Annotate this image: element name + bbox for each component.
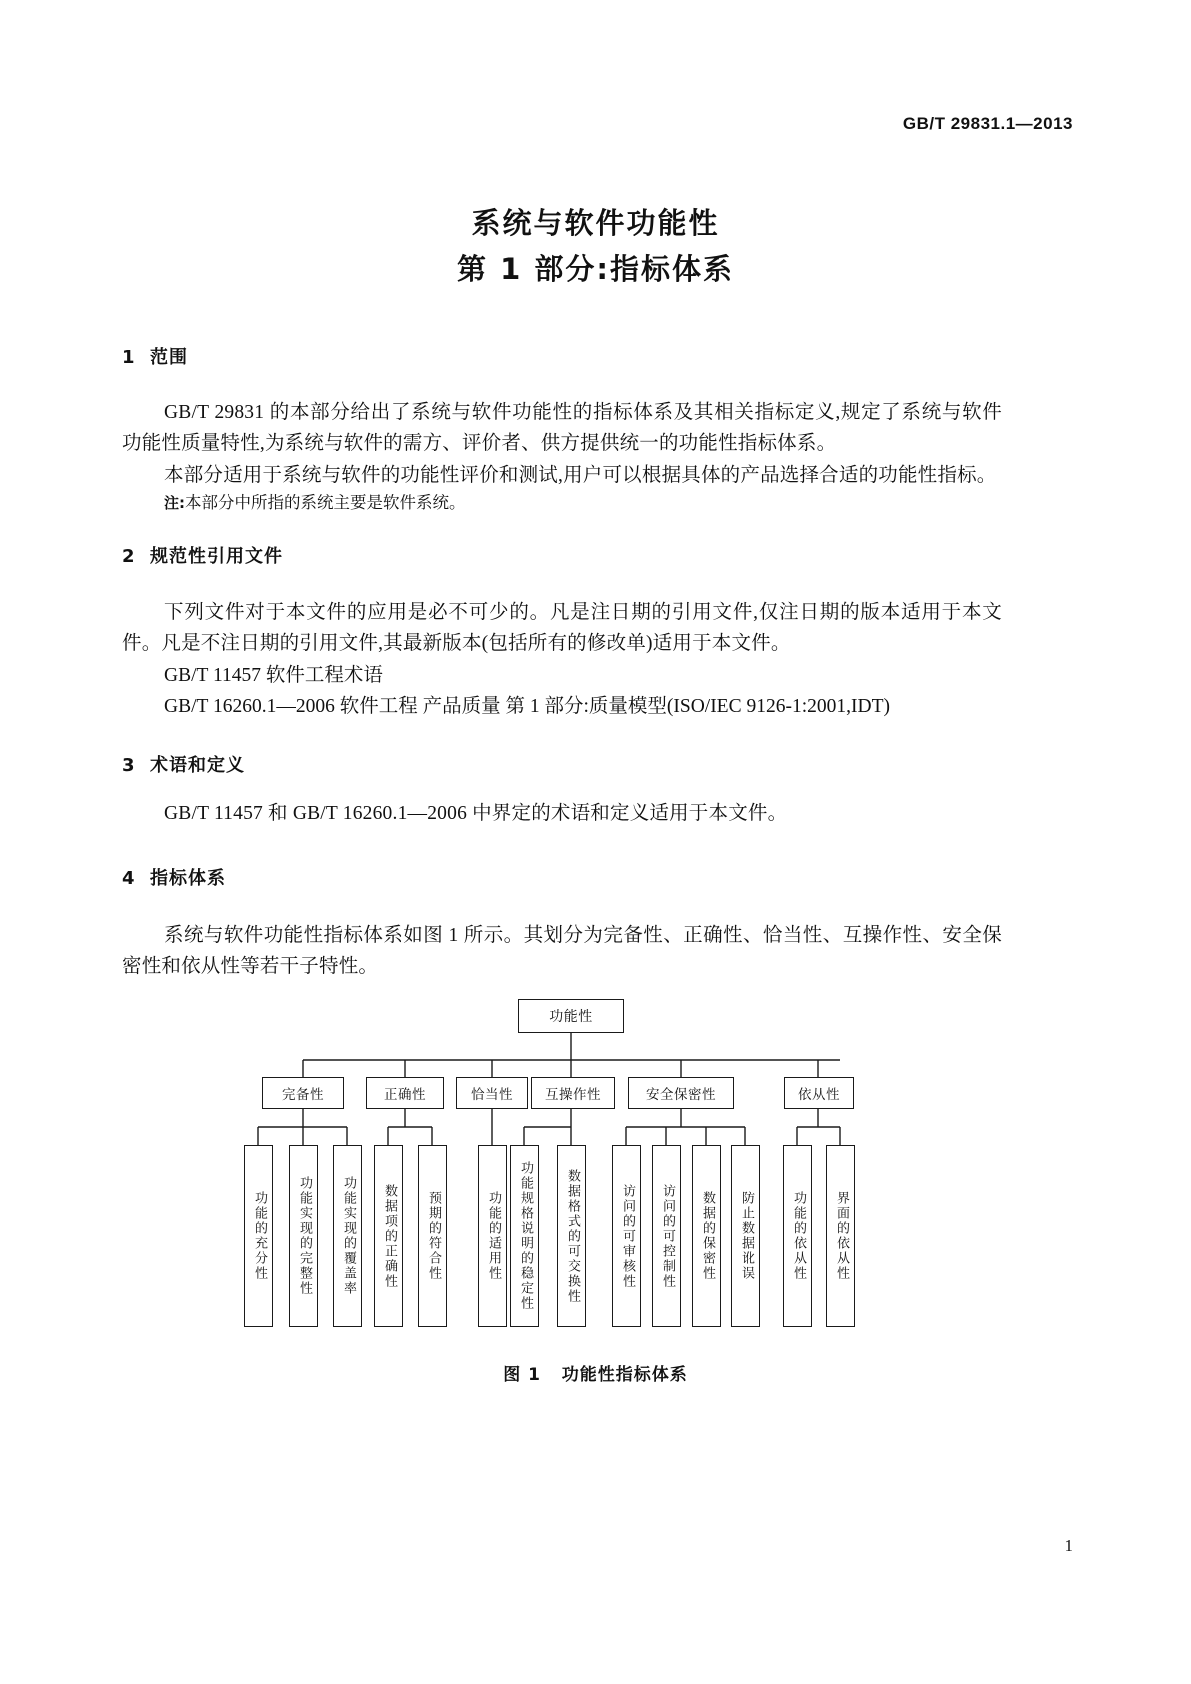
figure-canvas xyxy=(0,985,1191,1345)
node-level2-compliance: 依从性 xyxy=(784,1077,854,1109)
leaf-spec-stability xyxy=(510,1145,539,1327)
note-text: 本部分中所指的系统主要是软件系统。 xyxy=(185,493,466,512)
section-heading-4 xyxy=(122,864,226,890)
section-heading-1 xyxy=(122,343,188,369)
leaf-access-controllability xyxy=(652,1145,681,1327)
figure-caption-label: 图 1 xyxy=(503,1365,541,1385)
node-root: 功能性 xyxy=(518,999,624,1033)
standard-number-header: GB/T 29831.1—2013 xyxy=(902,114,1073,133)
page-number: 1 xyxy=(1064,1536,1073,1555)
node-level2-correctness: 正确性 xyxy=(366,1077,444,1109)
figure-caption-text: 功能性指标体系 xyxy=(561,1365,688,1385)
scope-paragraph-2: 本部分适用于系统与软件的功能性评价和测试,用户可以根据具体的产品选择合适的功能性指标。 xyxy=(164,465,997,486)
terms-paragraph: GB/T 11457 和 GB/T 16260.1—2006 中界定的术语和定义适用于本文件。 xyxy=(164,803,788,824)
scope-paragraph-1: GB/T 29831 的本部分给出了系统与软件功能性的指标体系及其相关指标定义,规定了系统与软件功能性质量特性,为系统与软件的需方、评价者、供方提供统一的功能性指标体系。 xyxy=(122,402,1002,454)
section-title-3: 术语和定义 xyxy=(150,755,245,776)
leaf-access-auditability xyxy=(612,1145,641,1327)
section-title-4: 指标体系 xyxy=(150,868,226,889)
section-number-1: 1 xyxy=(122,347,136,368)
page-title xyxy=(0,200,1191,292)
leaf-implementation-coverage xyxy=(333,1145,362,1327)
figure-1 xyxy=(0,985,1191,1385)
node-level2-interoperability: 互操作性 xyxy=(531,1077,615,1109)
section-number-4: 4 xyxy=(122,868,136,889)
scope-note xyxy=(164,490,1004,516)
leaf-expectation-conformity xyxy=(418,1145,447,1327)
leaf-data-item-correctness xyxy=(374,1145,403,1327)
leaf-label: 访问的可审核性 xyxy=(619,1183,635,1289)
leaf-label: 功能的适用性 xyxy=(485,1191,501,1281)
leaf-label: 功能的充分性 xyxy=(251,1191,267,1281)
system-paragraph: 系统与软件功能性指标体系如图 1 所示。其划分为完备性、正确性、恰当性、互操作性、安全保密性和依从性等若干子特性。 xyxy=(122,925,1002,977)
section-heading-2 xyxy=(122,542,283,568)
section-heading-3 xyxy=(122,751,245,777)
leaf-data-format-exchangeability xyxy=(557,1145,586,1327)
figure-connector-lines xyxy=(0,985,1191,1345)
leaf-functional-compliance xyxy=(783,1145,812,1327)
section-title-1: 范围 xyxy=(150,347,188,368)
title-line-2: 第 1 部分:指标体系 xyxy=(457,252,734,286)
leaf-label: 防止数据讹误 xyxy=(738,1191,754,1281)
references-intro-paragraph: 下列文件对于本文件的应用是必不可少的。凡是注日期的引用文件,仅注日期的版本适用于本文件。凡是不注日期的引用文件,其最新版本(包括所有的修改单)适用于本文件。 xyxy=(122,602,1002,654)
leaf-implementation-completeness xyxy=(289,1145,318,1327)
node-level2-completeness: 完备性 xyxy=(262,1077,344,1109)
leaf-data-confidentiality xyxy=(692,1145,721,1327)
leaf-functional-applicability xyxy=(478,1145,507,1327)
reference-item-1: GB/T 11457 软件工程术语 xyxy=(164,665,383,686)
leaf-interface-compliance xyxy=(826,1145,855,1327)
reference-item-2: GB/T 16260.1—2006 软件工程 产品质量 第 1 部分:质量模型(ISO/IEC 9126-1:2001,IDT) xyxy=(164,696,890,717)
section-title-2: 规范性引用文件 xyxy=(150,546,283,567)
section-number-2: 2 xyxy=(122,546,136,567)
figure-caption xyxy=(0,1360,1191,1385)
leaf-label: 功能实现的覆盖率 xyxy=(340,1176,356,1296)
leaf-label: 数据的保密性 xyxy=(699,1191,715,1281)
node-level2-security: 安全保密性 xyxy=(628,1077,734,1109)
note-label: 注: xyxy=(164,494,185,512)
leaf-label: 数据项的正确性 xyxy=(381,1183,397,1289)
leaf-label: 功能实现的完整性 xyxy=(296,1176,312,1296)
leaf-label: 功能规格说明的稳定性 xyxy=(517,1161,533,1311)
leaf-label: 预期的符合性 xyxy=(425,1191,441,1281)
leaf-label: 界面的依从性 xyxy=(833,1191,849,1281)
node-level2-suitability: 恰当性 xyxy=(456,1077,528,1109)
leaf-label: 数据格式的可交换性 xyxy=(564,1168,580,1304)
title-line-1: 系统与软件功能性 xyxy=(471,206,720,240)
leaf-label: 功能的依从性 xyxy=(790,1191,806,1281)
section-number-3: 3 xyxy=(122,755,136,776)
leaf-data-corruption-prevention xyxy=(731,1145,760,1327)
leaf-functional-adequacy xyxy=(244,1145,273,1327)
leaf-label: 访问的可控制性 xyxy=(659,1183,675,1289)
